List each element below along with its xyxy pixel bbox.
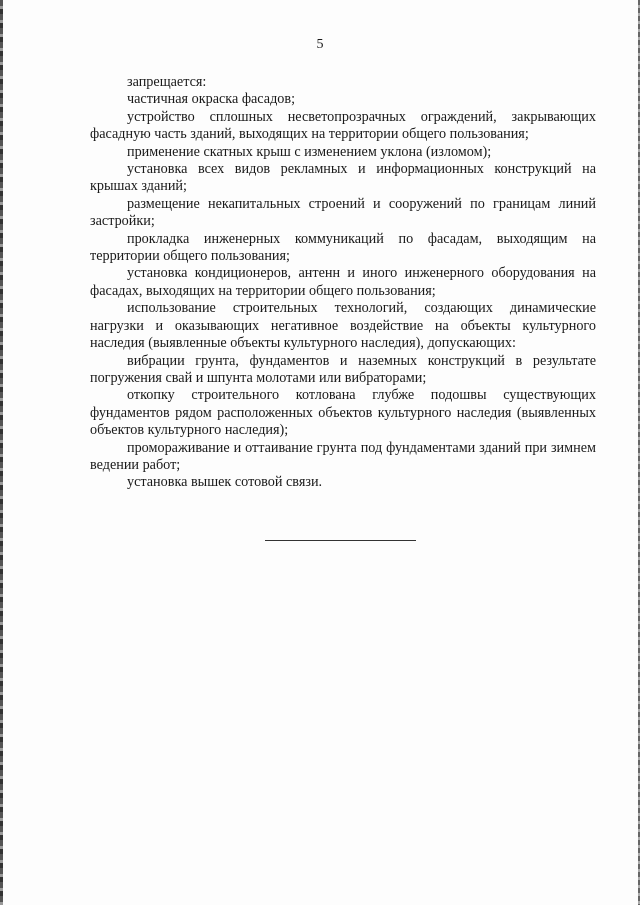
paragraph: установка вышек сотовой связи. [127,474,323,491]
paragraph: устройство сплошных несветопрозрачных ограждений, закрывающих фасадную часть зданий, выходящих на территории общего пользования; [90,108,596,143]
separator-line [265,540,416,541]
paragraph: откопку строительного котлована глубже подошвы существующих фундаментов рядом расположенных объектов культурного наследия (выявленных объектов культурного наследия); [90,387,596,439]
scan-edge-left [0,0,3,905]
page-number: 5 [316,37,324,52]
paragraph: размещение некапитальных строений и сооружений по границам линий застройки; [90,195,596,230]
paragraph: применение скатных крыш с изменением уклона (изломом); [127,143,492,160]
paragraph: прокладка инженерных коммуникаций по фасадам, выходящим на территории общего пользования; [90,230,596,265]
paragraph: установка всех видов рекламных и информационных конструкций на крышах зданий; [90,161,596,195]
paragraph: использование строительных технологий, создающих динамические нагрузки и оказывающих негативное воздействие на объекты культурного наследия (выявленные объекты культурного наследия), допускающих: [90,300,596,352]
paragraph: вибрации грунта, фундаментов и наземных конструкций в результате погружения свай и шпунта молотами или вибраторами; [90,352,596,386]
paragraph: установка кондиционеров, антенн и иного инженерного оборудования на фасадах, выходящих на территории общего пользования; [90,265,596,299]
paragraph: частичная окраска фасадов; [127,91,296,108]
paragraph: промораживание и оттаивание грунта под фундаментами зданий при зимнем ведении работ; [90,439,596,473]
paragraph: запрещается: [127,74,207,90]
document-body [90,74,596,492]
